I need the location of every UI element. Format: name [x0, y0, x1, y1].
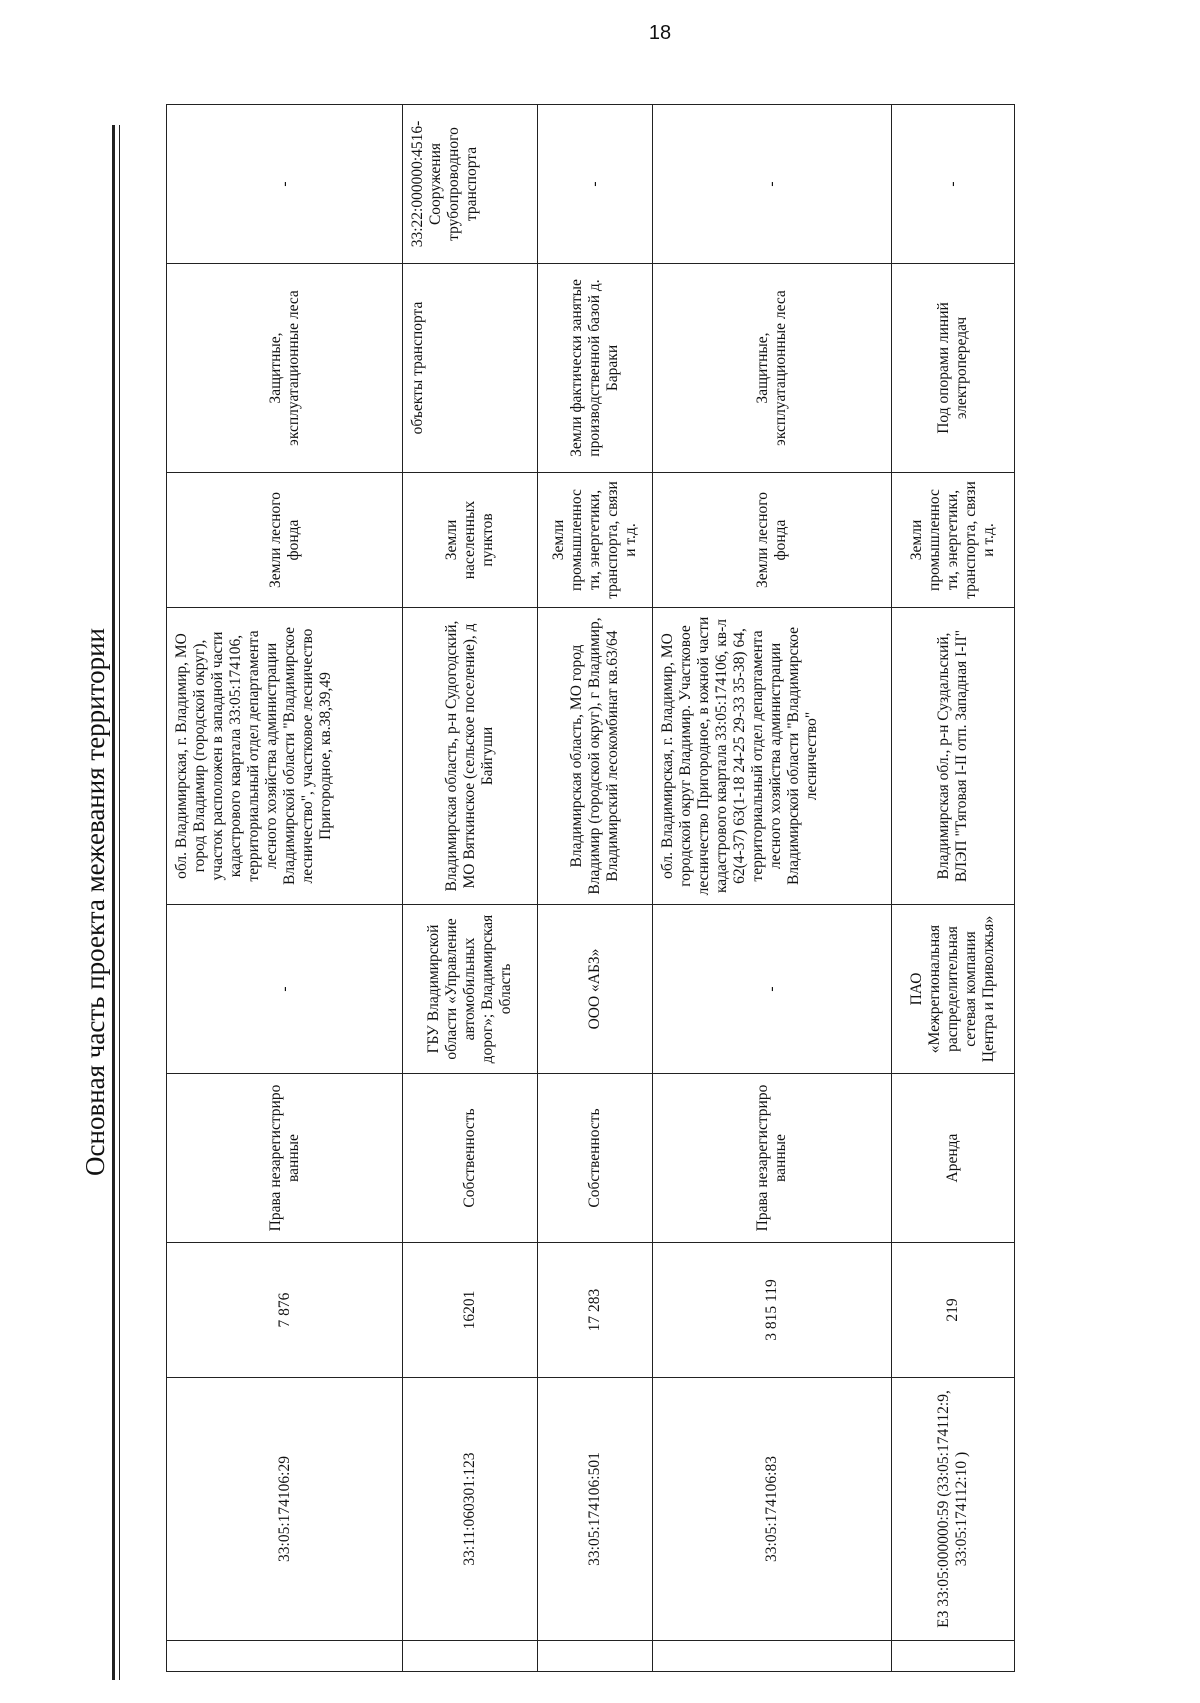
cadastral-number-cell: 33:05:174106:83: [652, 1377, 892, 1641]
location-cell: обл. Владимирская, г. Владимир, МО городской округ Владимир. Участковое лесничество Пригородное, в южной части кадастрового квартала 33:05:174106, кв-л 62(4-37) 63(1-18 24-25 29-33 35-38) 64, территориальный отдел департамента лесного хозяйства администрации Владимирской области "Владимирское лесничество": [652, 607, 892, 905]
margin-double-rule-thin: [119, 125, 120, 1680]
cadastral-number-cell: 33:05:174106:29: [166, 1377, 403, 1641]
encumbrance-cell: -: [652, 104, 892, 264]
row-index-cell: [402, 1640, 538, 1672]
permitted-use-cell: Земли фактически занятые производственной базой д. Бараки: [537, 263, 653, 473]
page-number: 18: [648, 22, 672, 44]
permitted-use-cell: объекты транспорта: [402, 263, 538, 473]
table-row: [891, 104, 1015, 1671]
area-cell: 219: [891, 1242, 1015, 1378]
cadastral-number-cell: 33:11:060301:123: [402, 1377, 538, 1641]
area-cell: 3 815 119: [652, 1242, 892, 1378]
right-type-cell: Права незарегистриро ванные: [166, 1073, 403, 1243]
holder-cell: ГБУ Владимирской области «Управление автомобильных дорог»; Владимирская область: [402, 904, 538, 1074]
right-type-cell: Права незарегистриро ванные: [652, 1073, 892, 1243]
permitted-use-cell: Защитные, эксплуатационные леса: [166, 263, 403, 473]
land-category-cell: Земли промышленнос ти, энергетики, транспорта, связи и т.д.: [891, 472, 1015, 608]
cadastral-number-cell: ЕЗ 33:05:000000:59 (33:05:174112:9, 33:05:174112:10 ): [891, 1377, 1015, 1641]
row-index-cell: [652, 1640, 892, 1672]
table-row: [166, 104, 403, 1671]
encumbrance-cell: -: [537, 104, 653, 264]
right-type-cell: Собственность: [402, 1073, 538, 1243]
encumbrance-cell: 33:22:000000:4516- Сооружения трубопроводного транспорта: [402, 104, 538, 264]
area-cell: 17 283: [537, 1242, 653, 1378]
location-cell: обл. Владимирская, г. Владимир, МО город Владимир (городской округ), участок расположен в западной части кадастрового квартала 33:05:174106, территориальный отдел департамента лесного хозяйства администрации Владимирской области "Владимирское лесничество", участковое лесничество Пригородное, кв.38,39,49: [166, 607, 403, 905]
holder-cell: -: [166, 904, 403, 1074]
table-row: [652, 104, 892, 1671]
encumbrance-cell: -: [891, 104, 1015, 264]
land-category-cell: Земли населенных пунктов: [402, 472, 538, 608]
margin-double-rule: [112, 125, 115, 1680]
right-type-cell: Аренда: [891, 1073, 1015, 1243]
permitted-use-cell: Под опорами линий электропередач: [891, 263, 1015, 473]
area-cell: 7 876: [166, 1242, 403, 1378]
land-category-cell: Земли промышленнос ти, энергетики, транспорта, связи и т.д.: [537, 472, 653, 608]
page-heading: Основная часть проекта межевания территории: [80, 628, 110, 1176]
holder-cell: -: [652, 904, 892, 1074]
permitted-use-cell: Защитные, эксплуатационные леса: [652, 263, 892, 473]
row-index-cell: [166, 1640, 403, 1672]
holder-cell: ООО «АБЗ»: [537, 904, 653, 1074]
right-type-cell: Собственность: [537, 1073, 653, 1243]
row-index-cell: [891, 1640, 1015, 1672]
land-plots-table: [166, 101, 1180, 1671]
encumbrance-cell: -: [166, 104, 403, 264]
holder-cell: ПАО «Межрегиональная распределительная сетевая компания Центра и Приволжья»: [891, 904, 1015, 1074]
location-cell: Владимирская область, МО город Владимир (городской округ), г Владимир, Владимирский лесокомбинат кв.63/64: [537, 607, 653, 905]
location-cell: Владимирская обл., р-н Суздальский, ВЛЭП "Тяговая I-II отп. Западная I-II": [891, 607, 1015, 905]
row-index-cell: [537, 1640, 653, 1672]
table-row: [537, 104, 653, 1671]
cadastral-number-cell: 33:05:174106:501: [537, 1377, 653, 1641]
area-cell: 16201: [402, 1242, 538, 1378]
location-cell: Владимирская область, р-н Судогодский, МО Вяткинское (сельское поселение), д Байгуши: [402, 607, 538, 905]
table-row: [402, 104, 538, 1671]
land-category-cell: Земли лесного фонда: [652, 472, 892, 608]
land-category-cell: Земли лесного фонда: [166, 472, 403, 608]
